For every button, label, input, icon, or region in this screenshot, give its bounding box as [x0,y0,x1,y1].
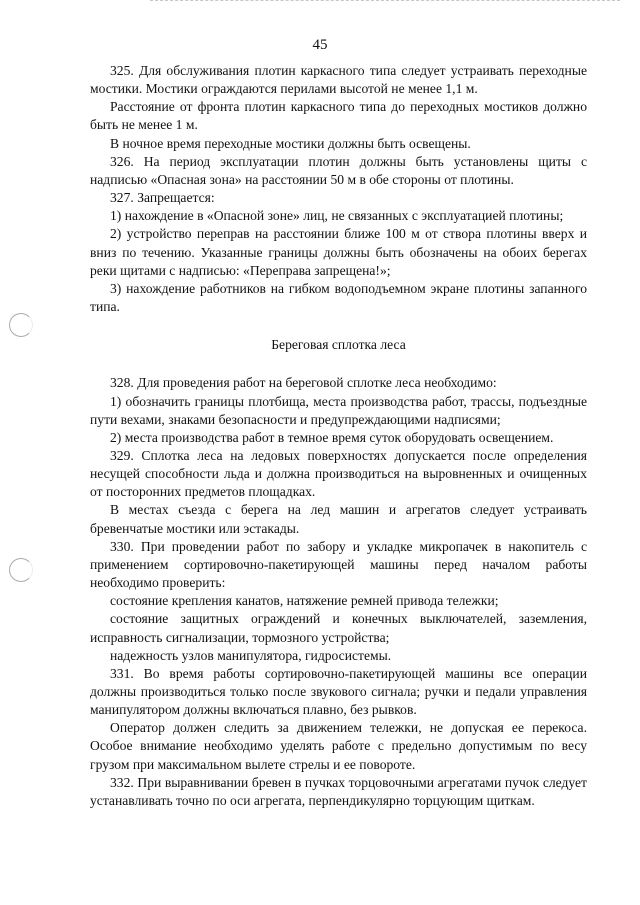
page-number: 45 [312,37,328,53]
paragraph-327-item-2: 2) устройство переправ на расстоянии ближе 100 м от створа плотины вверх и вниз по течению. Указанные границы должны быть обозначены на обоих берегах реки щитами с надписью: «Переправа запрещена!»; [90,226,587,278]
paragraph-327: 327. Запрещается: [110,190,215,206]
paragraph-330: 330. При проведении работ по забору и укладке микропачек в накопитель с применением сортировочно-пакетирующей машины перед началом работы необходимо проверить: [90,538,587,591]
paragraph-329-access: В местах съезда с берега на лед машин и агрегатов следует устраивать бревенчатые мостики или эстакады. [90,502,587,536]
punch-hole-mark [9,313,33,337]
paragraph-331: 331. Во время работы сортировочно-пакетирующей машины все операции должны производиться только после звукового сигнала; ручки и педали управления манипулятором должны включаться плавно, без рывков. [90,665,587,718]
paragraph-327-item-3: 3) нахождение работников на гибком водоподъемном экране плотины запанного типа. [90,280,587,315]
document-body [90,62,587,810]
section-heading: Береговая сплотка леса [271,337,406,353]
paragraph-325-distance: Расстояние от фронта плотин каркасного типа до переходных мостиков должно быть не менее 1 м. [90,99,587,133]
paragraph-332: 332. При выравнивании бревен в пучках торцовочными агрегатами пучок следует устанавливать точно по оси агрегата, перпендикулярно торцующим щиткам. [90,774,587,808]
paragraph-330-check-2: состояние защитных ограждений и конечных выключателей, заземления, исправность сигнализации, тормозного устройства; [90,611,587,645]
paragraph-331-operator: Оператор должен следить за движением тележки, не допуская ее перекоса. Особое внимание необходимо уделять работе с предельно допустимым по весу грузом при максимальном вылете стрелы и ее повороте. [90,720,587,772]
paragraph-325: 325. Для обслуживания плотин каркасного типа следует устраивать переходные мостики. Мостики ограждаются перилами высотой не менее 1,1 м. [90,63,587,97]
paragraph-326: 326. На период эксплуатации плотин должны быть установлены щиты с надписью «Опасная зона» на расстоянии 50 м в обе стороны от плотины. [90,153,587,187]
paragraph-328-item-1: 1) обозначить границы плотбища, места производства работ, трассы, подъездные пути вехами, знаками безопасности и предупреждающими надписями; [90,393,587,427]
paragraph-325-lighting: В ночное время переходные мостики должны быть освещены. [110,135,471,151]
paragraph-328-item-2: 2) места производства работ в темное время суток оборудовать освещением. [110,429,554,445]
paragraph-329: 329. Сплотка леса на ледовых поверхностях допускается после определения несущей способности льда и должна производиться на выровненных и очищенных от посторонних предметов площадках. [90,447,587,500]
paragraph-330-check-1: состояние крепления канатов, натяжение ремней привода тележки; [110,593,499,609]
punch-hole-mark [9,558,33,582]
scan-top-edge [150,0,620,4]
paragraph-330-check-3: надежность узлов манипулятора, гидросистемы. [110,647,392,663]
paragraph-327-item-1: 1) нахождение в «Опасной зоне» лиц, не связанных с эксплуатацией плотины; [110,208,564,224]
paragraph-328: 328. Для проведения работ на береговой сплотке леса необходимо: [110,375,497,391]
